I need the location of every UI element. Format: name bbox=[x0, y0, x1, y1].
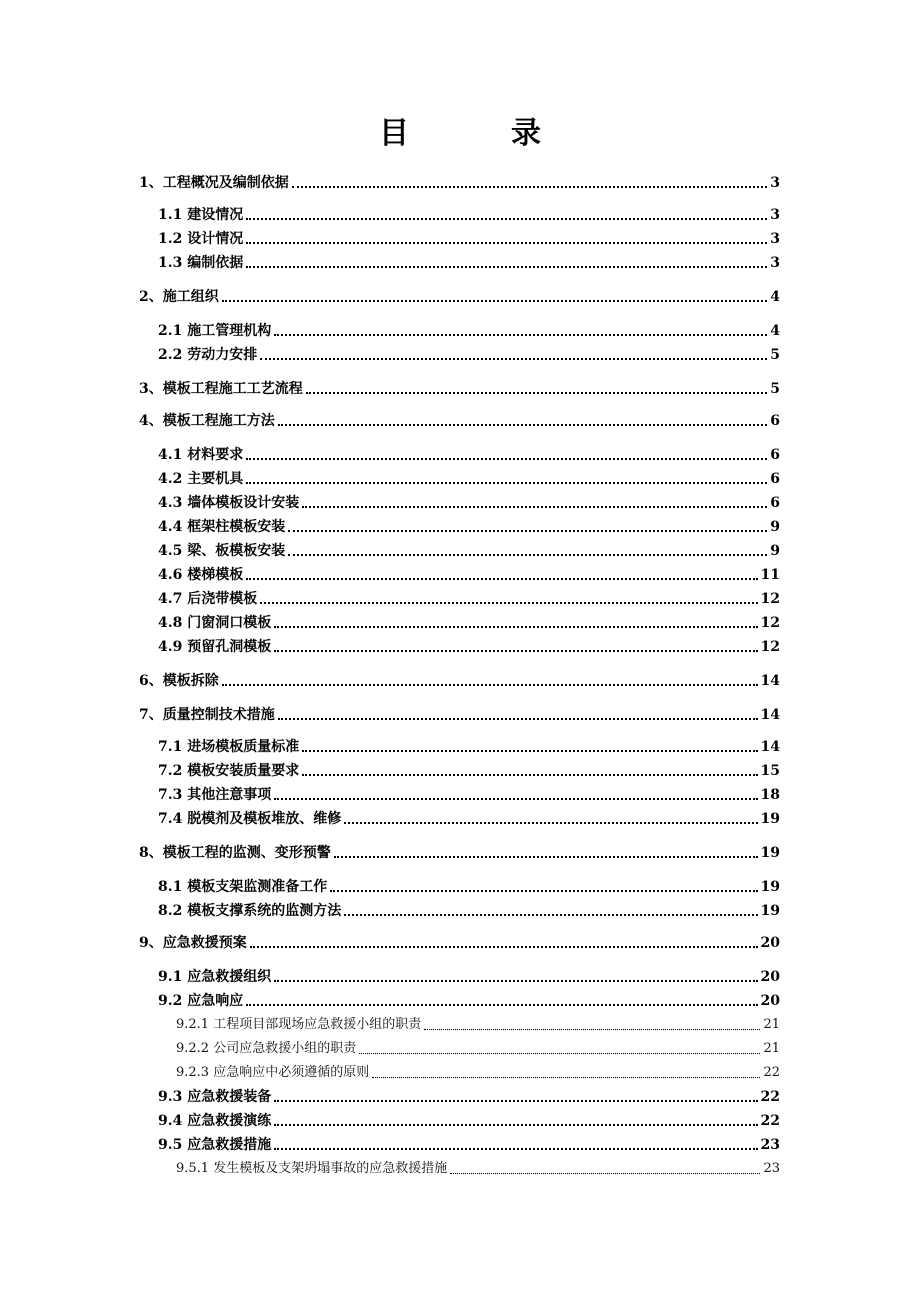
dot-leader bbox=[274, 794, 757, 800]
dot-leader bbox=[250, 942, 758, 948]
toc-entry[interactable] bbox=[158, 990, 780, 1012]
toc-entry-label: 1.3 编制依据 bbox=[158, 255, 244, 271]
toc-entry-page-number: 22 bbox=[760, 1089, 780, 1105]
toc-entry-page-number: 21 bbox=[763, 1017, 780, 1032]
toc-entry-label: 4.4 框架柱模板安装 bbox=[158, 519, 286, 535]
dot-leader bbox=[274, 1120, 757, 1126]
dot-leader bbox=[274, 976, 757, 982]
toc-entry-label: 9.4 应急救援演练 bbox=[158, 1113, 272, 1129]
toc-entry-label: 3、模板工程施工工艺流程 bbox=[139, 381, 303, 397]
toc-entry-page-number: 20 bbox=[760, 993, 780, 1009]
toc-entry-label: 2、施工组织 bbox=[139, 289, 219, 305]
toc-entry-page-number: 20 bbox=[760, 969, 780, 985]
toc-entry-page-number: 6 bbox=[770, 495, 780, 511]
dot-leader bbox=[246, 238, 767, 244]
toc-entry[interactable] bbox=[158, 320, 780, 342]
toc-entry-label: 7.3 其他注意事项 bbox=[158, 787, 272, 803]
toc-entry-page-number: 18 bbox=[760, 787, 780, 803]
toc-entry-page-number: 14 bbox=[760, 673, 780, 689]
dot-leader bbox=[288, 526, 767, 532]
toc-entry-label: 4.2 主要机具 bbox=[158, 471, 244, 487]
toc-entry-label: 4.7 后浇带模板 bbox=[158, 591, 258, 607]
toc-entry[interactable] bbox=[139, 842, 780, 864]
toc-entry-page-number: 19 bbox=[760, 879, 780, 895]
toc-entry[interactable] bbox=[158, 612, 780, 634]
dot-leader bbox=[330, 886, 757, 892]
dot-leader bbox=[274, 1096, 757, 1102]
toc-entry-label: 4、模板工程施工方法 bbox=[139, 413, 275, 429]
toc-entry[interactable] bbox=[139, 378, 780, 400]
dot-leader bbox=[344, 910, 757, 916]
toc-entry-label: 7.2 模板安装质量要求 bbox=[158, 763, 300, 779]
dot-leader bbox=[222, 296, 768, 302]
toc-entry-page-number: 22 bbox=[760, 1113, 780, 1129]
toc-entry[interactable] bbox=[158, 760, 780, 782]
dot-leader bbox=[288, 550, 767, 556]
toc-entry[interactable] bbox=[139, 286, 780, 308]
toc-entry[interactable] bbox=[158, 204, 780, 226]
toc-entry[interactable] bbox=[158, 492, 780, 514]
dot-leader bbox=[306, 388, 768, 394]
toc-entry[interactable] bbox=[139, 704, 780, 726]
toc-entry[interactable] bbox=[158, 228, 780, 250]
toc-entry-label: 8.1 模板支架监测准备工作 bbox=[158, 879, 328, 895]
toc-entry[interactable] bbox=[158, 344, 780, 366]
toc-entry-page-number: 20 bbox=[760, 935, 780, 951]
toc-entry-label: 4.3 墙体模板设计安装 bbox=[158, 495, 300, 511]
toc-entry-page-number: 23 bbox=[763, 1161, 780, 1176]
toc-entry[interactable] bbox=[176, 1158, 780, 1180]
toc-entry-label: 4.1 材料要求 bbox=[158, 447, 244, 463]
toc-entry-label: 9.5 应急救援措施 bbox=[158, 1137, 272, 1153]
toc-entry-label: 7、质量控制技术措施 bbox=[139, 707, 275, 723]
dot-leader bbox=[246, 478, 767, 484]
toc-entry[interactable] bbox=[158, 444, 780, 466]
toc-entry-label: 8.2 模板支撑系统的监测方法 bbox=[158, 903, 342, 919]
toc-entry[interactable] bbox=[176, 1038, 780, 1060]
toc-entry-label: 9.5.1 发生模板及支架坍塌事故的应急救援措施 bbox=[176, 1161, 448, 1176]
toc-entry-page-number: 6 bbox=[770, 413, 780, 429]
toc-entry-page-number: 6 bbox=[770, 447, 780, 463]
toc-entry-label: 7.4 脱模剂及模板堆放、维修 bbox=[158, 811, 342, 827]
dot-leader bbox=[260, 598, 757, 604]
toc-entry[interactable] bbox=[139, 670, 780, 692]
toc-entry-label: 4.8 门窗洞口模板 bbox=[158, 615, 272, 631]
dot-leader bbox=[278, 420, 768, 426]
toc-entry-label: 6、模板拆除 bbox=[139, 673, 219, 689]
dot-leader bbox=[292, 182, 768, 188]
toc-entry-label: 7.1 进场模板质量标准 bbox=[158, 739, 300, 755]
toc-entry[interactable] bbox=[158, 784, 780, 806]
toc-entry[interactable] bbox=[158, 252, 780, 274]
dot-leader bbox=[246, 574, 757, 580]
toc-entry[interactable] bbox=[158, 1086, 780, 1108]
toc-entry[interactable] bbox=[158, 468, 780, 490]
toc-entry-page-number: 19 bbox=[760, 811, 780, 827]
toc-entry-label: 9.2.3 应急响应中必须遵循的原则 bbox=[176, 1065, 370, 1080]
dot-leader bbox=[302, 770, 757, 776]
toc-entry[interactable] bbox=[158, 588, 780, 610]
dot-leader bbox=[334, 852, 758, 858]
dot-leader bbox=[450, 1169, 760, 1174]
toc-entry-page-number: 14 bbox=[760, 739, 780, 755]
toc-entry[interactable] bbox=[139, 172, 780, 194]
toc-entry-label: 9.1 应急救援组织 bbox=[158, 969, 272, 985]
toc-entry-page-number: 6 bbox=[770, 471, 780, 487]
toc-entry-page-number: 3 bbox=[770, 207, 780, 223]
toc-entry-page-number: 3 bbox=[770, 175, 780, 191]
dot-leader bbox=[222, 680, 758, 686]
dot-leader bbox=[274, 330, 767, 336]
toc-entry-label: 9.2.1 工程项目部现场应急救援小组的职责 bbox=[176, 1017, 422, 1032]
dot-leader bbox=[278, 714, 758, 720]
toc-entry-page-number: 21 bbox=[763, 1041, 780, 1056]
toc-entry[interactable] bbox=[139, 410, 780, 432]
toc-entry-page-number: 12 bbox=[760, 591, 780, 607]
toc-entry[interactable] bbox=[139, 932, 780, 954]
dot-leader bbox=[424, 1025, 760, 1030]
toc-entry-label: 9、应急救援预案 bbox=[139, 935, 247, 951]
dot-leader bbox=[274, 622, 757, 628]
dot-leader bbox=[246, 262, 767, 268]
toc-entry-page-number: 19 bbox=[760, 903, 780, 919]
toc-entry-page-number: 9 bbox=[770, 543, 780, 559]
toc-entry-page-number: 5 bbox=[770, 381, 780, 397]
toc-entry[interactable] bbox=[158, 636, 780, 658]
toc-entry-label: 2.1 施工管理机构 bbox=[158, 323, 272, 339]
toc-entry[interactable] bbox=[158, 876, 780, 898]
dot-leader bbox=[344, 818, 757, 824]
toc-entry[interactable] bbox=[158, 1134, 780, 1156]
toc-entry-label: 9.2.2 公司应急救援小组的职责 bbox=[176, 1041, 357, 1056]
toc-entry-page-number: 11 bbox=[760, 567, 780, 583]
toc-entry[interactable] bbox=[158, 736, 780, 758]
toc-entry-page-number: 4 bbox=[770, 289, 780, 305]
toc-entry-page-number: 12 bbox=[760, 639, 780, 655]
toc-entry-label: 4.9 预留孔洞模板 bbox=[158, 639, 272, 655]
toc-entry-page-number: 3 bbox=[770, 255, 780, 271]
dot-leader bbox=[274, 646, 757, 652]
dot-leader bbox=[246, 214, 767, 220]
toc-entry[interactable] bbox=[158, 540, 780, 562]
dot-leader bbox=[246, 1000, 757, 1006]
dot-leader bbox=[359, 1049, 760, 1054]
toc-entry[interactable] bbox=[176, 1062, 780, 1084]
dot-leader bbox=[372, 1073, 760, 1078]
toc-entry-label: 2.2 劳动力安排 bbox=[158, 347, 258, 363]
toc-entry[interactable] bbox=[158, 516, 780, 538]
toc-entry-page-number: 23 bbox=[760, 1137, 780, 1153]
toc-entry-label: 9.2 应急响应 bbox=[158, 993, 244, 1009]
dot-leader bbox=[302, 746, 757, 752]
toc-entry-label: 9.3 应急救援装备 bbox=[158, 1089, 272, 1105]
toc-entry-page-number: 19 bbox=[760, 845, 780, 861]
dot-leader bbox=[302, 502, 767, 508]
toc-entry[interactable] bbox=[158, 900, 780, 922]
toc-entry-page-number: 15 bbox=[760, 763, 780, 779]
toc-entry-label: 8、模板工程的监测、变形预警 bbox=[139, 845, 331, 861]
toc-entry[interactable] bbox=[158, 564, 780, 586]
toc-entry-page-number: 14 bbox=[760, 707, 780, 723]
toc-entry[interactable] bbox=[158, 1110, 780, 1132]
toc-entry[interactable] bbox=[176, 1014, 780, 1036]
dot-leader bbox=[260, 354, 767, 360]
toc-entry-label: 1.1 建设情况 bbox=[158, 207, 244, 223]
toc-entry-page-number: 5 bbox=[770, 347, 780, 363]
toc-entry-label: 4.5 梁、板模板安装 bbox=[158, 543, 286, 559]
toc-entry[interactable] bbox=[158, 966, 780, 988]
dot-leader bbox=[274, 1144, 757, 1150]
toc-entry-page-number: 4 bbox=[770, 323, 780, 339]
toc-entry-page-number: 22 bbox=[763, 1065, 780, 1080]
toc-entry-page-number: 3 bbox=[770, 231, 780, 247]
toc-entry[interactable] bbox=[158, 808, 780, 830]
toc-entry-label: 1、工程概况及编制依据 bbox=[139, 175, 289, 191]
toc-entry-page-number: 9 bbox=[770, 519, 780, 535]
page-title: 目 录 bbox=[379, 116, 577, 151]
toc-entry-label: 1.2 设计情况 bbox=[158, 231, 244, 247]
toc-entry-page-number: 12 bbox=[760, 615, 780, 631]
dot-leader bbox=[246, 454, 767, 460]
toc-entry-label: 4.6 楼梯模板 bbox=[158, 567, 244, 583]
